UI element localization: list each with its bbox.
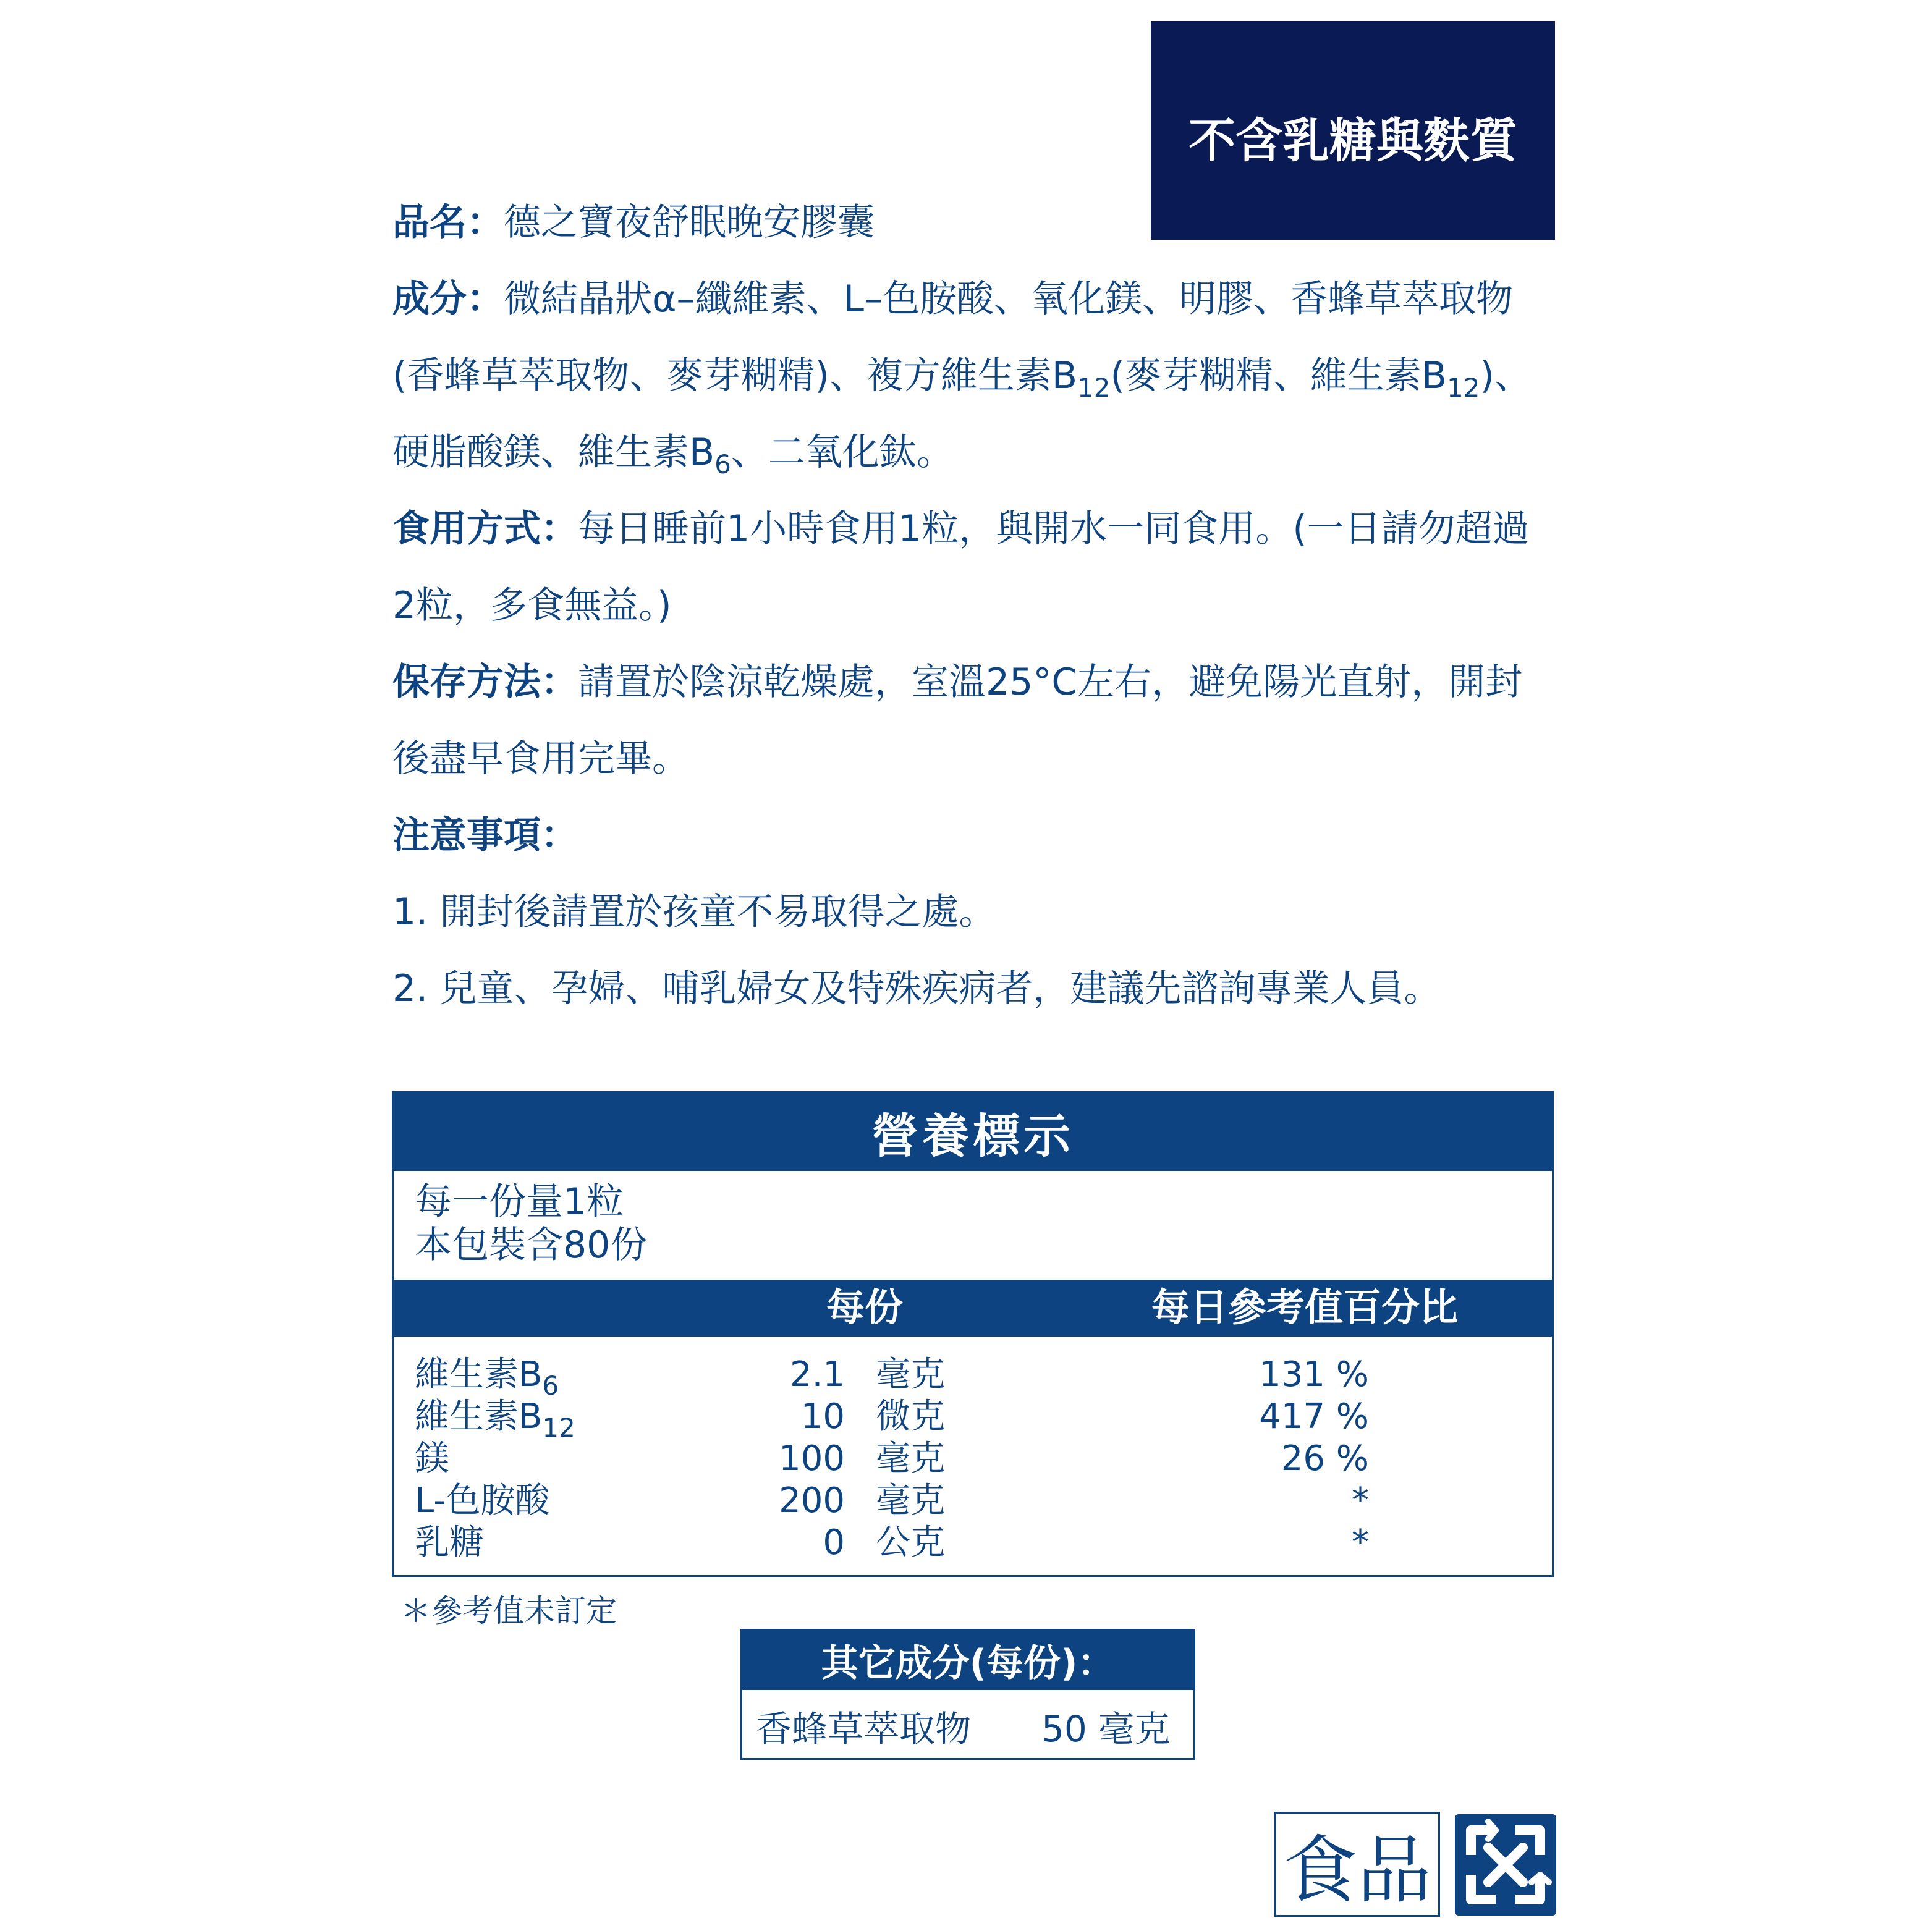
nutrient-name: 維生素$B_6$	[415, 1354, 559, 1401]
nutrient-unit: 毫克	[876, 1439, 945, 1479]
nutrient-row	[394, 1439, 1552, 1484]
nutrient-amount: 0	[823, 1523, 845, 1563]
caution-item-1: 1. 開封後請置於孩童不易取得之處。	[392, 890, 996, 934]
nutrient-name: L-色胺酸	[415, 1481, 550, 1521]
caution-heading	[392, 814, 578, 857]
nutrient-unit: 毫克	[876, 1481, 945, 1521]
usage-line-2: 2粒，多食無益。)	[392, 584, 672, 627]
nutrient-name: 鎂	[415, 1439, 449, 1479]
storage-text-1: 請置於陰涼乾燥處，室溫25°C左右，避免陽光直射，開封	[578, 661, 1523, 704]
ingredients-text-1: 微結晶狀α–纖維素、L–色胺酸、氧化鎂、明膠、香蜂草萃取物	[504, 277, 1513, 321]
usage-label: 食用方式：	[392, 507, 578, 551]
ingredients-text-2a: (香蜂草萃取物、麥芽糊精)、複方維生素B	[392, 354, 1077, 397]
nutrient-unit: 微克	[876, 1396, 945, 1437]
nutrition-header-row	[394, 1280, 1552, 1337]
ingredients-line-1	[392, 277, 1513, 321]
usage-text-1: 每日睡前1小時食用1粒，與開水一同食用。(一日請勿超過	[578, 507, 1530, 551]
ingredients-label: 成分：	[392, 277, 504, 321]
nutrient-row	[394, 1523, 1552, 1568]
storage-label: 保存方法：	[392, 661, 578, 704]
nutrient-name: 維生素$B_{12}$	[415, 1396, 575, 1443]
ingredients-text-3a: 硬脂酸鎂、維生素B	[392, 431, 715, 474]
ingredients-text-2b: (麥芽糊精、維生素B	[1110, 354, 1447, 397]
nutrition-table	[392, 1091, 1554, 1577]
nutrient-dv: *	[1352, 1481, 1369, 1521]
other-ingredient-name: 香蜂草萃取物	[756, 1708, 972, 1750]
nutrient-dv: 131 %	[1259, 1354, 1369, 1395]
product-name-line	[392, 201, 875, 244]
nutrient-dv: 26 %	[1281, 1439, 1369, 1479]
dv-footnote: ＊參考值未訂定	[400, 1593, 617, 1629]
subscript: 12	[1447, 373, 1480, 403]
other-ingredients-box	[740, 1629, 1195, 1760]
storage-line-1	[392, 661, 1523, 704]
col-daily-value: 每日參考值百分比	[1151, 1285, 1459, 1330]
ingredients-text-3b: 、二氧化鈦。	[731, 431, 954, 474]
caution-label: 注意事項：	[392, 814, 578, 857]
nutrient-name: 乳糖	[415, 1523, 484, 1563]
lactose-gluten-free-badge: 不含乳糖與麩質	[1151, 21, 1555, 240]
ingredients-text-2c: )、	[1480, 354, 1532, 397]
other-ingredient-amount: 50 毫克	[1041, 1708, 1171, 1750]
nutrient-row	[394, 1354, 1552, 1401]
storage-line-2: 後盡早食用完畢。	[392, 737, 689, 780]
nutrition-title: 營養標示	[394, 1093, 1552, 1171]
subscript: 12	[1077, 373, 1111, 403]
nutrient-unit: 毫克	[876, 1354, 945, 1395]
ingredients-line-3	[392, 431, 954, 480]
serving-size: 每一份量1粒	[415, 1180, 624, 1223]
nutrient-amount: 100	[779, 1439, 845, 1479]
servings-per-package: 本包裝含80份	[415, 1223, 648, 1267]
nutrient-row	[394, 1481, 1552, 1526]
recycle-icon	[1452, 1812, 1559, 1918]
caution-item-2: 2. 兒童、孕婦、哺乳婦女及特殊疾病者，建議先諮詢專業人員。	[392, 967, 1441, 1010]
nutrient-dv: 417 %	[1259, 1396, 1369, 1437]
nutrient-row	[394, 1396, 1552, 1443]
nutrient-amount: 200	[779, 1481, 845, 1521]
ingredients-line-2	[392, 354, 1532, 403]
nutrient-dv: *	[1352, 1523, 1369, 1563]
usage-line-1	[392, 507, 1530, 551]
other-ingredients-title: 其它成分(每份)：	[742, 1631, 1193, 1690]
nutrient-unit: 公克	[876, 1523, 945, 1563]
nutrient-amount: 2.1	[789, 1354, 845, 1395]
product-name-value: 德之寶夜舒眠晚安膠囊	[504, 201, 875, 244]
product-name-label: 品名：	[392, 201, 504, 244]
col-per-serving: 每份	[826, 1285, 904, 1330]
nutrient-amount: 10	[800, 1396, 845, 1437]
food-mark: 食品	[1274, 1812, 1440, 1917]
subscript: 6	[714, 449, 731, 480]
